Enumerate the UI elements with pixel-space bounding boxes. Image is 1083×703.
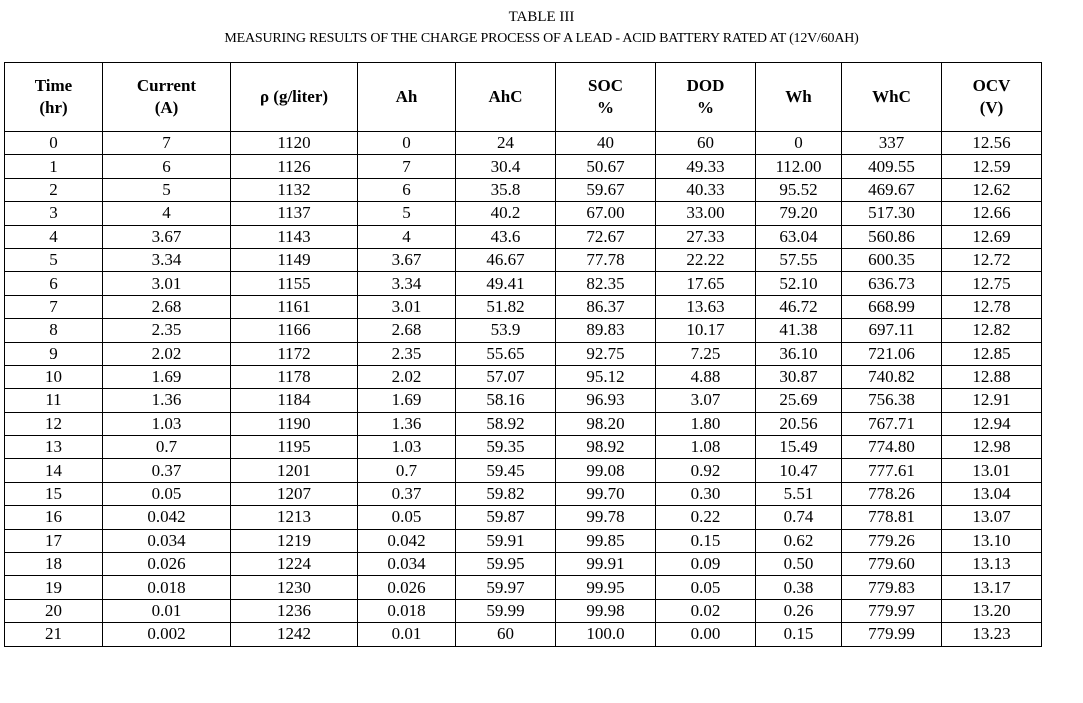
table-cell: 49.41: [456, 272, 556, 295]
column-header-label: Time: [34, 76, 73, 95]
table-cell: 13.04: [942, 482, 1042, 505]
column-header-unit: (A): [154, 98, 179, 117]
table-cell: 12.85: [942, 342, 1042, 365]
table-cell: 3.07: [656, 389, 756, 412]
table-cell: 99.70: [556, 482, 656, 505]
table-cell: 0.01: [358, 623, 456, 646]
table-cell: 95.12: [556, 365, 656, 388]
table-cell: 7: [103, 132, 231, 155]
table-cell: 1190: [231, 412, 358, 435]
table-cell: 779.60: [842, 553, 942, 576]
table-cell: 2.35: [103, 319, 231, 342]
table-cell: 20.56: [756, 412, 842, 435]
table-cell: 40.33: [656, 178, 756, 201]
table-cell: 0.01: [103, 599, 231, 622]
table-cell: 1126: [231, 155, 358, 178]
table-cell: 98.92: [556, 436, 656, 459]
table-cell: 13: [5, 436, 103, 459]
table-cell: 21: [5, 623, 103, 646]
table-cell: 2.68: [103, 295, 231, 318]
table-cell: 99.91: [556, 553, 656, 576]
table-cell: 0.15: [656, 529, 756, 552]
table-cell: 0.034: [358, 553, 456, 576]
table-cell: 79.20: [756, 202, 842, 225]
table-cell: 0.37: [358, 482, 456, 505]
table-row: [5, 389, 1042, 412]
table-cell: 10: [5, 365, 103, 388]
table-cell: 668.99: [842, 295, 942, 318]
table-cell: 12.56: [942, 132, 1042, 155]
table-row: [5, 599, 1042, 622]
table-cell: 0.09: [656, 553, 756, 576]
table-cell: 1207: [231, 482, 358, 505]
column-header: [231, 63, 358, 132]
table-cell: 59.87: [456, 506, 556, 529]
table-row: [5, 553, 1042, 576]
table-cell: 756.38: [842, 389, 942, 412]
table-cell: 1213: [231, 506, 358, 529]
table-cell: 409.55: [842, 155, 942, 178]
table-cell: 0.22: [656, 506, 756, 529]
table-cell: 0: [5, 132, 103, 155]
table-cell: 12.94: [942, 412, 1042, 435]
table-cell: 59.97: [456, 576, 556, 599]
table-cell: 1236: [231, 599, 358, 622]
table-cell: 1224: [231, 553, 358, 576]
table-cell: 1149: [231, 248, 358, 271]
table-cell: 82.35: [556, 272, 656, 295]
table-cell: 60: [656, 132, 756, 155]
table-cell: 7: [5, 295, 103, 318]
table-cell: 779.83: [842, 576, 942, 599]
table-row: [5, 342, 1042, 365]
table-row: [5, 272, 1042, 295]
table-row: [5, 178, 1042, 201]
table-cell: 1120: [231, 132, 358, 155]
table-cell: 12.69: [942, 225, 1042, 248]
table-cell: 59.91: [456, 529, 556, 552]
table-cell: 0.74: [756, 506, 842, 529]
table-cell: 1.03: [103, 412, 231, 435]
table-row: [5, 506, 1042, 529]
table-cell: 779.26: [842, 529, 942, 552]
table-cell: 72.67: [556, 225, 656, 248]
table-cell: 19: [5, 576, 103, 599]
table-cell: 6: [358, 178, 456, 201]
table-cell: 7.25: [656, 342, 756, 365]
table-cell: 721.06: [842, 342, 942, 365]
table-cell: 11: [5, 389, 103, 412]
table-cell: 57.07: [456, 365, 556, 388]
column-header-label: AhC: [488, 87, 523, 106]
table-cell: 13.63: [656, 295, 756, 318]
table-cell: 5: [5, 248, 103, 271]
column-header-label: WhC: [872, 87, 911, 106]
table-cell: 9: [5, 342, 103, 365]
table-cell: 43.6: [456, 225, 556, 248]
table-cell: 560.86: [842, 225, 942, 248]
table-cell: 2: [5, 178, 103, 201]
table-cell: 0.92: [656, 459, 756, 482]
table-cell: 60: [456, 623, 556, 646]
column-header: [756, 63, 842, 132]
table-cell: 53.9: [456, 319, 556, 342]
table-cell: 25.69: [756, 389, 842, 412]
table-cell: 2.35: [358, 342, 456, 365]
table-row: [5, 412, 1042, 435]
table-cell: 7: [358, 155, 456, 178]
table-row: [5, 529, 1042, 552]
table-cell: 1219: [231, 529, 358, 552]
column-header: [942, 63, 1042, 132]
table-row: [5, 155, 1042, 178]
table-cell: 12.72: [942, 248, 1042, 271]
table-cell: 6: [5, 272, 103, 295]
table-cell: 59.99: [456, 599, 556, 622]
column-header: [842, 63, 942, 132]
table-cell: 58.92: [456, 412, 556, 435]
table-cell: 8: [5, 319, 103, 342]
table-cell: 0.018: [358, 599, 456, 622]
table-cell: 63.04: [756, 225, 842, 248]
table-cell: 2.68: [358, 319, 456, 342]
table-cell: 99.78: [556, 506, 656, 529]
table-cell: 0.034: [103, 529, 231, 552]
table-cell: 52.10: [756, 272, 842, 295]
table-cell: 13.13: [942, 553, 1042, 576]
table-cell: 22.22: [656, 248, 756, 271]
column-header-label: SOC: [588, 76, 623, 95]
table-cell: 10.47: [756, 459, 842, 482]
table-cell: 0.02: [656, 599, 756, 622]
table-cell: 17: [5, 529, 103, 552]
column-header-unit: %: [597, 98, 614, 117]
table-cell: 4: [358, 225, 456, 248]
table-cell: 2.02: [103, 342, 231, 365]
table-cell: 0.05: [656, 576, 756, 599]
column-header-unit: (V): [979, 98, 1004, 117]
table-cell: 49.33: [656, 155, 756, 178]
table-cell: 57.55: [756, 248, 842, 271]
table-row: [5, 576, 1042, 599]
table-cell: 1161: [231, 295, 358, 318]
table-cell: 1132: [231, 178, 358, 201]
table-cell: 1.08: [656, 436, 756, 459]
table-cell: 0.05: [358, 506, 456, 529]
table-cell: 112.00: [756, 155, 842, 178]
table-cell: 0.018: [103, 576, 231, 599]
table-cell: 99.85: [556, 529, 656, 552]
table-cell: 98.20: [556, 412, 656, 435]
table-cell: 12.62: [942, 178, 1042, 201]
table-cell: 1230: [231, 576, 358, 599]
table-cell: 1.36: [103, 389, 231, 412]
table-row: [5, 365, 1042, 388]
table-cell: 0.026: [358, 576, 456, 599]
table-cell: 24: [456, 132, 556, 155]
table-cell: 1.03: [358, 436, 456, 459]
table-cell: 41.38: [756, 319, 842, 342]
table-cell: 0: [358, 132, 456, 155]
table-cell: 59.82: [456, 482, 556, 505]
table-cell: 3.01: [103, 272, 231, 295]
table-cell: 3.34: [103, 248, 231, 271]
table-cell: 1.36: [358, 412, 456, 435]
table-cell: 13.20: [942, 599, 1042, 622]
table-cell: 40.2: [456, 202, 556, 225]
table-cell: 99.08: [556, 459, 656, 482]
table-cell: 59.35: [456, 436, 556, 459]
table-cell: 0.026: [103, 553, 231, 576]
table-cell: 0.00: [656, 623, 756, 646]
table-cell: 1.69: [103, 365, 231, 388]
table-cell: 92.75: [556, 342, 656, 365]
column-header: [358, 63, 456, 132]
column-header-label: ρ (g/liter): [259, 87, 329, 106]
table-cell: 1166: [231, 319, 358, 342]
table-cell: 30.87: [756, 365, 842, 388]
table-cell: 1172: [231, 342, 358, 365]
table-title: TABLE III: [508, 9, 575, 25]
table-cell: 51.82: [456, 295, 556, 318]
table-cell: 0.26: [756, 599, 842, 622]
table-cell: 99.98: [556, 599, 656, 622]
column-header-label: Wh: [785, 87, 812, 106]
table-cell: 12.82: [942, 319, 1042, 342]
table-cell: 99.95: [556, 576, 656, 599]
table-cell: 0.042: [358, 529, 456, 552]
table-cell: 337: [842, 132, 942, 155]
table-cell: 89.83: [556, 319, 656, 342]
table-row: [5, 319, 1042, 342]
table-cell: 12.88: [942, 365, 1042, 388]
table-cell: 517.30: [842, 202, 942, 225]
table-cell: 0.7: [103, 436, 231, 459]
table-cell: 13.17: [942, 576, 1042, 599]
table-cell: 1155: [231, 272, 358, 295]
table-row: [5, 225, 1042, 248]
table-cell: 12.75: [942, 272, 1042, 295]
table-cell: 95.52: [756, 178, 842, 201]
column-header: [556, 63, 656, 132]
table-row: [5, 295, 1042, 318]
column-header-label: Current: [136, 76, 197, 95]
table-cell: 13.23: [942, 623, 1042, 646]
column-header-label: Ah: [395, 87, 418, 106]
table-cell: 0: [756, 132, 842, 155]
column-header: [456, 63, 556, 132]
table-cell: 600.35: [842, 248, 942, 271]
table-cell: 30.4: [456, 155, 556, 178]
table-cell: 778.26: [842, 482, 942, 505]
table-cell: 779.99: [842, 623, 942, 646]
table-cell: 767.71: [842, 412, 942, 435]
table-cell: 697.11: [842, 319, 942, 342]
table-cell: 0.15: [756, 623, 842, 646]
table-cell: 55.65: [456, 342, 556, 365]
column-header-unit: %: [697, 98, 714, 117]
table-cell: 2.02: [358, 365, 456, 388]
table-cell: 3.01: [358, 295, 456, 318]
table-cell: 778.81: [842, 506, 942, 529]
table-cell: 5: [103, 178, 231, 201]
table-cell: 15: [5, 482, 103, 505]
column-header: [5, 63, 103, 132]
table-cell: 13.01: [942, 459, 1042, 482]
table-cell: 0.7: [358, 459, 456, 482]
table-cell: 0.002: [103, 623, 231, 646]
table-cell: 4.88: [656, 365, 756, 388]
table-cell: 4: [5, 225, 103, 248]
table-cell: 0.37: [103, 459, 231, 482]
table-cell: 12.91: [942, 389, 1042, 412]
table-cell: 67.00: [556, 202, 656, 225]
table-cell: 1195: [231, 436, 358, 459]
table-cell: 777.61: [842, 459, 942, 482]
table-cell: 46.67: [456, 248, 556, 271]
table-body: [5, 132, 1042, 647]
table-cell: 5.51: [756, 482, 842, 505]
table-cell: 0.62: [756, 529, 842, 552]
table-cell: 10.17: [656, 319, 756, 342]
table-cell: 18: [5, 553, 103, 576]
table-cell: 1184: [231, 389, 358, 412]
table-cell: 1: [5, 155, 103, 178]
table-row: [5, 459, 1042, 482]
table-cell: 1.69: [358, 389, 456, 412]
table-header: [5, 63, 1042, 132]
table-cell: 15.49: [756, 436, 842, 459]
table-cell: 77.78: [556, 248, 656, 271]
table-cell: 58.16: [456, 389, 556, 412]
table-cell: 0.05: [103, 482, 231, 505]
table-cell: 46.72: [756, 295, 842, 318]
table-cell: 40: [556, 132, 656, 155]
column-header: [103, 63, 231, 132]
table-cell: 50.67: [556, 155, 656, 178]
table-cell: 740.82: [842, 365, 942, 388]
table-cell: 16: [5, 506, 103, 529]
table-cell: 14: [5, 459, 103, 482]
table-cell: 3: [5, 202, 103, 225]
table-cell: 27.33: [656, 225, 756, 248]
table-cell: 779.97: [842, 599, 942, 622]
table-subtitle: MEASURING RESULTS OF THE CHARGE PROCESS OF A LEAD - ACID BATTERY RATED AT (12V/60AH): [224, 31, 859, 46]
table-row: [5, 248, 1042, 271]
table-cell: 4: [103, 202, 231, 225]
table-cell: 59.45: [456, 459, 556, 482]
table-cell: 1178: [231, 365, 358, 388]
table-cell: 12.98: [942, 436, 1042, 459]
column-header-label: DOD: [686, 76, 725, 95]
table-cell: 5: [358, 202, 456, 225]
table-cell: 17.65: [656, 272, 756, 295]
table-cell: 0.38: [756, 576, 842, 599]
header-row: [5, 63, 1042, 132]
table-cell: 100.0: [556, 623, 656, 646]
table-cell: 12.78: [942, 295, 1042, 318]
table-cell: 3.67: [358, 248, 456, 271]
table-row: [5, 436, 1042, 459]
table-cell: 12.59: [942, 155, 1042, 178]
table-cell: 20: [5, 599, 103, 622]
table-cell: 636.73: [842, 272, 942, 295]
table-cell: 86.37: [556, 295, 656, 318]
table-cell: 6: [103, 155, 231, 178]
table-cell: 3.34: [358, 272, 456, 295]
table-row: [5, 623, 1042, 646]
table-cell: 12: [5, 412, 103, 435]
table-cell: 36.10: [756, 342, 842, 365]
table-cell: 12.66: [942, 202, 1042, 225]
table-cell: 59.67: [556, 178, 656, 201]
table-cell: 13.07: [942, 506, 1042, 529]
table-cell: 1143: [231, 225, 358, 248]
table-row: [5, 132, 1042, 155]
table-cell: 774.80: [842, 436, 942, 459]
table-cell: 96.93: [556, 389, 656, 412]
table-cell: 1137: [231, 202, 358, 225]
table-row: [5, 202, 1042, 225]
table-cell: 1242: [231, 623, 358, 646]
column-header-label: OCV: [972, 76, 1011, 95]
column-header-unit: (hr): [39, 98, 68, 117]
table-cell: 469.67: [842, 178, 942, 201]
table-cell: 1.80: [656, 412, 756, 435]
table-cell: 13.10: [942, 529, 1042, 552]
table-cell: 0.50: [756, 553, 842, 576]
column-header: [656, 63, 756, 132]
table-cell: 33.00: [656, 202, 756, 225]
measurement-table: [4, 62, 1042, 647]
table-row: [5, 482, 1042, 505]
table-cell: 0.30: [656, 482, 756, 505]
table-cell: 3.67: [103, 225, 231, 248]
table-cell: 35.8: [456, 178, 556, 201]
table-cell: 1201: [231, 459, 358, 482]
table-cell: 59.95: [456, 553, 556, 576]
table-cell: 0.042: [103, 506, 231, 529]
